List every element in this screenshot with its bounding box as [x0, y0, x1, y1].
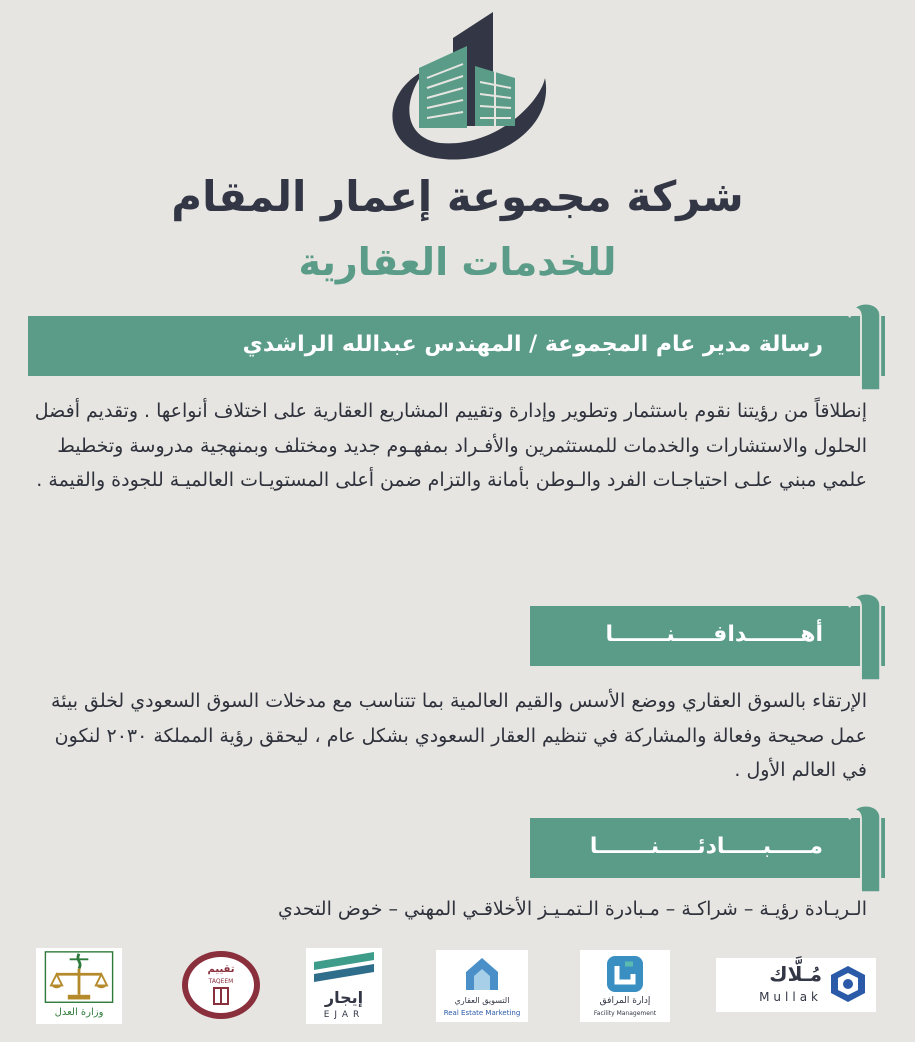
justice-emblem-icon: [39, 950, 119, 1006]
principles-text: الـريـادة رؤيـة – شراكـة – مـبادرة الـتمـيـز الأخلاقـي المهني – خوض التحدي: [277, 898, 867, 920]
taqeem-latin: TAQEEM: [208, 978, 234, 985]
facility-logo: [580, 950, 670, 1022]
taqeem-badge-icon: [180, 950, 262, 1020]
taqeem-logo: [180, 950, 262, 1020]
marketing-logo: [436, 950, 528, 1022]
scroll-curl-icon: [831, 800, 891, 896]
scroll-curl-icon: [831, 298, 891, 394]
principles-heading: مـــــبـــــادئـــــنـــــــا: [589, 834, 823, 859]
justice-logo: [36, 948, 122, 1024]
ejar-latin: EJAR: [323, 1010, 365, 1020]
mullak-latin: Mullak: [759, 990, 822, 1004]
goals-banner: [530, 606, 885, 666]
marketing-latin: Real Estate Marketing: [443, 1009, 521, 1017]
company-subtitle: للخدمات العقارية: [298, 240, 617, 284]
director-heading: رسالة مدير عام المجموعة / المهندس عبدالله الراشدي: [242, 332, 823, 357]
mullak-logo: [716, 958, 876, 1012]
principles-banner: [530, 818, 885, 878]
ejar-logo: [306, 948, 382, 1024]
director-message: إنطلاقاً من رؤيتنا نقوم باستثمار وتطوير وإدارة وتقييم المشاريع العقارية على اختلاف أنواعها . وتقديم أفضل الحلول والاستشارات والخدمات للمستثمرين والأفـراد بمفهـوم جديد ومختلف وبمنهجية مدروسة وتخطيط علمي مبني علـى احتياجـات الفرد والـوطن بأمانة والتزام ضمن أعلى المستويـات العالميـة للجودة والقيمة .: [34, 400, 867, 491]
justice-name: وزارة العدل: [54, 1007, 104, 1018]
mullak-name: مُـلَّاك: [769, 962, 822, 986]
scroll-curl-icon: [831, 588, 891, 684]
partner-logos: [0, 944, 915, 1034]
mullak-hex-icon: [828, 964, 868, 1004]
director-banner: [28, 316, 885, 376]
company-logo-icon: [375, 8, 555, 168]
company-title: شركة مجموعة إعمار المقام: [171, 172, 744, 221]
facility-name: إدارة المرافق: [599, 996, 651, 1006]
marketing-name: التسويق العقاري: [454, 996, 510, 1005]
goals-text: الإرتقاء بالسوق العقاري ووضع الأسس والقيم العالمية بما تتناسب مع مدخلات السوق السعودي لخلق بيئة عمل صحيحة وفعالة والمشاركة في تنظيم العقار السعودي بشكل عام ، ليحقق رؤية المملكة ٢٠٣٠ لنكون في العالم الأول .: [51, 690, 867, 781]
facility-latin: Facility Management: [593, 1010, 657, 1017]
marketing-house-icon: [462, 954, 502, 994]
facility-icon: [605, 954, 645, 994]
goals-heading: أهـــــــدافـــــنـــــــا: [605, 622, 823, 647]
taqeem-name: تقييم: [207, 964, 235, 975]
ejar-stripes-icon: [314, 952, 374, 988]
ejar-name: إيجار: [324, 988, 364, 1007]
